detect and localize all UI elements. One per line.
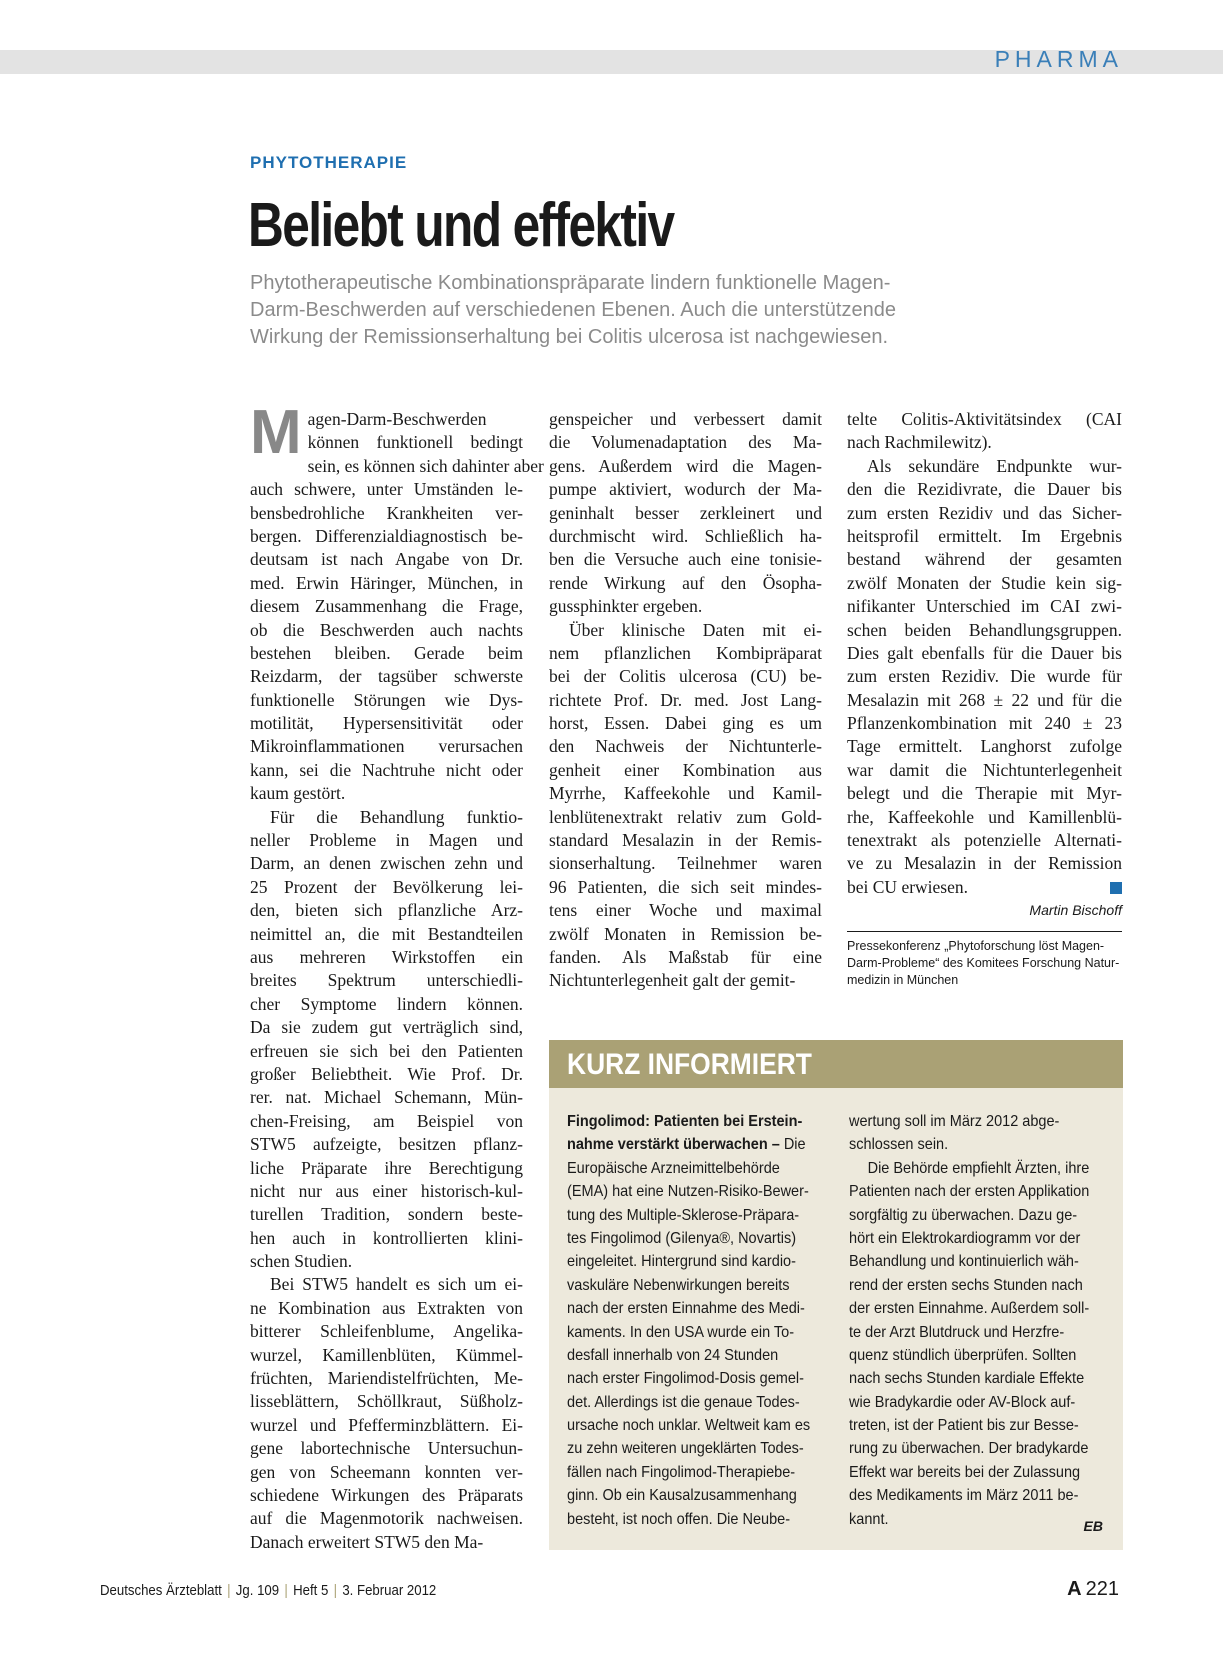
info-box-text-line: der ersten Einnahme. Außerdem soll- <box>849 1300 1090 1318</box>
article-text-line: med. Erwin Häringer, München, in <box>250 572 523 593</box>
article-text-line: turellen Tradition, sondern beste- <box>250 1204 523 1225</box>
info-box-text-line: sorgfältig zu überwachen. Dazu ge- <box>849 1206 1078 1224</box>
info-box-text-line: kannt. <box>849 1510 889 1528</box>
article-text-line: wurzel und Pfefferminzblättern. Ei- <box>250 1414 523 1435</box>
article-text-line: kaum gestört. <box>250 783 346 804</box>
article-text-line: schen Studien. <box>250 1251 353 1272</box>
info-box-text-line: wertung soll im März 2012 abge- <box>849 1113 1060 1130</box>
article-headline: Beliebt und effektiv <box>248 191 674 260</box>
journal-date: 3. Februar 2012 <box>342 1582 437 1599</box>
info-box-text-line: Effekt war bereits bei der Zulassung <box>849 1463 1081 1481</box>
article-text-line: bei der Colitis ulcerosa (CU) be- <box>549 666 822 687</box>
article-text-line: lisseblättern, Schöllkraut, Süßholz- <box>250 1391 523 1412</box>
info-box-text-line: zu zehn weiteren ungeklärten Todes- <box>567 1440 804 1458</box>
article-text-line: Dies galt ebenfalls für die Dauer bis <box>847 642 1122 663</box>
article-text-line: 96 Patienten, die sich seit mindes- <box>549 876 822 897</box>
article-text-line: Darm, an denen zwischen zehn und <box>250 853 523 874</box>
article-text-line <box>847 876 1122 899</box>
article-text-line: erfreuen sie sich bei den Patienten <box>250 1040 523 1061</box>
article-text-line: tens einer Woche und maximal <box>549 900 822 921</box>
info-box-text-line: det. Allerdings ist die genaue Todes- <box>567 1393 800 1411</box>
info-box-text-line: treten, ist der Patient bis zur Besse- <box>849 1417 1079 1435</box>
info-box-text-line: hört ein Elektrokardiogramm vor der <box>849 1229 1081 1247</box>
info-box-text-line: tes Fingolimod (Gilenya®, Novartis) <box>567 1229 797 1247</box>
info-box-text-line: (EMA) hat eine Nutzen-Risiko-Bewer- <box>567 1183 809 1201</box>
article-text-line: standard Mesalazin in der Remis- <box>549 830 822 851</box>
article-text-line: zwölf Monaten der Studie kein sig- <box>847 572 1122 593</box>
article-text-line: bergen. Differenzialdiagnostisch be- <box>250 525 523 546</box>
article-text-line: nifikanter Unterschied im CAI zwi- <box>847 596 1122 617</box>
article-text-line: lenblütenextrakt relativ zum Gold- <box>549 806 822 827</box>
article-text-line: sionserhaltung. Teilnehmer waren <box>549 853 822 874</box>
end-of-article-icon <box>1110 882 1122 894</box>
note-line: Darm-Probleme“ des Komitees Forschung Natur- <box>847 955 1120 970</box>
info-box-signature: EB <box>1083 1518 1103 1534</box>
article-text-line: pumpe aktiviert, wodurch der Ma- <box>549 479 822 500</box>
article-text-line: Myrrhe, Kaffeekohle und Kamil- <box>549 783 822 804</box>
article-text-line: ve zu Mesalazin in der Remission <box>847 853 1122 874</box>
info-box-text-line: quenz stündlich überprüfen. Sollten <box>849 1346 1077 1364</box>
article-text-line: den, bieten sich pflanzliche Arz- <box>250 900 523 921</box>
info-box-text-line: ginn. Ob ein Kausalzusammenhang <box>567 1487 797 1505</box>
article-text-line: geninhalt besser zerkleinert und <box>549 502 822 523</box>
article-text-line: deutsam ist nach Angabe von Dr. <box>250 549 523 570</box>
info-box-column-2-lines <box>849 1110 1095 1531</box>
article-column-2 <box>549 408 822 993</box>
article-text-line: wurzel, Kamillenblüten, Kümmel- <box>250 1344 523 1365</box>
article-text-line: schiedene Wirkungen des Präparats <box>250 1484 523 1505</box>
info-box-text-line: vaskuläre Nebenwirkungen bereits <box>567 1276 790 1294</box>
journal-volume: Jg. 109 <box>235 1582 280 1599</box>
info-box-text-line: wie Bradykardie oder AV-Block auf- <box>849 1393 1076 1411</box>
info-box-text-line: schlossen sein. <box>849 1136 949 1154</box>
article-text-line: cher Symptome lindern können. <box>250 993 523 1014</box>
article-text-line: auf die Magenmotorik nachweisen. <box>250 1508 523 1529</box>
article-text-line: nem pflanzlichen Kombipräparat <box>549 642 822 663</box>
lead-line: Phytotherapeutische Kombinationspräparate lindern funktionelle Magen- <box>250 272 891 294</box>
press-conference-note <box>847 931 1122 989</box>
article-text-line: ob die Beschwerden auch nachts <box>250 619 523 640</box>
article-author: Martin Bischoff <box>1029 902 1122 919</box>
info-box-text-line: eingeleitet. Hintergrund sind kardio- <box>567 1253 796 1271</box>
info-box-text-line: rung zu überwachen. Der bradykarde <box>849 1440 1089 1458</box>
article-text-line: motilität, Hypersensitivität oder <box>250 713 523 734</box>
journal-name: Deutsches Ärzteblatt <box>100 1582 222 1599</box>
article-text-line: auch schwere, unter Umständen le- <box>250 479 523 500</box>
article-kicker: PHYTOTHERAPIE <box>250 153 408 172</box>
article-text-line: agen-Darm-Beschwerden <box>307 409 487 429</box>
column-2-lines <box>549 408 822 993</box>
article-text-line: rende Wirkung auf den Ösopha- <box>549 572 822 593</box>
article-text-line: ne Kombination aus Extrakten von <box>250 1297 523 1318</box>
info-box-text-line: desfall innerhalb von 24 Stunden <box>567 1346 779 1364</box>
info-box-heading-end: nahme verstärkt überwachen – <box>567 1136 780 1154</box>
info-box-column-1-lines <box>567 1157 809 1531</box>
info-box-text-line: Behandlung und kontinuierlich wäh- <box>849 1253 1079 1271</box>
article-text-line: schen beiden Behandlungsgruppen. <box>847 619 1122 640</box>
article-text-line: rhe, Kaffeekohle und Kamillenblü- <box>847 806 1122 827</box>
article-text-line: neller Probleme in Magen und <box>250 830 523 851</box>
page-number <box>1067 1578 1119 1601</box>
info-box-column-2 <box>849 1110 1095 1531</box>
info-box-text-line: Europäische Arzneimittelbehörde <box>567 1159 780 1177</box>
article-text-line: genspeicher und verbessert damit <box>549 409 822 429</box>
info-box <box>549 1040 1123 1550</box>
info-box-text-line: nach sechs Stunden kardiale Effekte <box>849 1370 1085 1388</box>
article-text-line: breites Spektrum unterschiedli- <box>250 970 523 991</box>
article-text-line: tenextrakt als potenzielle Alternati- <box>847 830 1122 851</box>
article-text-line: STW5 aufzeigte, besitzen pflanz- <box>250 1134 523 1155</box>
page-number-value: 221 <box>1085 1578 1119 1600</box>
info-box-text-line: tung des Multiple-Sklerose-Präpara- <box>567 1206 800 1224</box>
article-text-line: früchten, Mariendistelfrüchten, Me- <box>250 1368 523 1389</box>
info-box-text-line: rend der ersten sechs Stunden nach <box>849 1276 1083 1294</box>
article-text-line: war damit die Nichtunterlegenheit <box>847 759 1122 780</box>
article-text-line: nach Rachmilewitz). <box>847 432 992 453</box>
article-text-line: Nichtunterlegenheit galt der gemit- <box>549 970 796 991</box>
info-box-title: KURZ INFORMIERT <box>567 1048 812 1081</box>
article-text-line: Reizdarm, der tagsüber schwerste <box>250 666 523 687</box>
info-box-text-line: ursache noch unklar. Weltweit kam es <box>567 1417 811 1435</box>
article-text-line: horst, Essen. Dabei ging es um <box>549 713 822 734</box>
article-text-line: genheit einer Kombination aus <box>549 759 822 780</box>
section-label: PHARMA <box>994 46 1123 72</box>
article-lead <box>250 270 1060 351</box>
article-text-line: telte Colitis-Aktivitätsindex (CAI <box>847 409 1122 429</box>
article-text-line: aus mehreren Wirkstoffen ein <box>250 946 523 967</box>
info-box-text-line: des Medikaments im März 2011 be- <box>849 1487 1079 1505</box>
info-box-text-line: Die Behörde empfiehlt Ärzten, ihre <box>867 1159 1090 1177</box>
article-text-line: hen auch in kontrollierten klini- <box>250 1227 523 1248</box>
info-box-text-line: fällen nach Fingolimod-Therapiebe- <box>567 1463 796 1481</box>
article-text-line: den die Rezidivrate, die Dauer bis <box>847 479 1122 500</box>
article-text-line: können funktionell bedingt <box>307 432 523 453</box>
info-box-header <box>549 1040 1123 1088</box>
article-text-line: zum ersten Rezidiv. Die wurde für <box>847 666 1122 687</box>
article-text-line: bitterer Schleifenblume, Angelika- <box>250 1321 523 1342</box>
article-text-line: durchmischt wird. Schließlich ha- <box>549 525 822 546</box>
article-text-line: fanden. Als Maßstab für eine <box>549 946 822 967</box>
article-text-line: rer. nat. Michael Schemann, Mün- <box>250 1087 523 1108</box>
article-text-line: zum ersten Rezidiv und das Sicher- <box>847 502 1122 523</box>
article-text-line: den Nachweis der Nichtunterle- <box>549 736 822 757</box>
article-text-line: sein, es können sich dahinter aber <box>307 455 544 476</box>
article-text-line: Über klinische Daten mit ei- <box>569 619 822 640</box>
article-last-words: bei CU erwiesen. <box>847 876 969 897</box>
article-text-line: 25 Prozent der Bevölkerung lei- <box>250 876 523 897</box>
article-text-line: Als sekundäre Endpunkte wur- <box>867 455 1122 476</box>
article-text-line: Mesalazin mit 268 ± 22 und für die <box>847 689 1122 710</box>
note-line: medizin in München <box>847 972 959 987</box>
article-text-line: gene labortechnische Untersuchun- <box>250 1438 523 1459</box>
article-text-line: Pflanzenkombination mit 240 ± 23 <box>847 713 1122 734</box>
article-text-line: liche Präparate ihre Berechtigung <box>250 1157 523 1178</box>
column-1-lines <box>250 398 544 1554</box>
article-text-line: nicht nur aus einer historisch-kul- <box>250 1180 523 1201</box>
info-box-text-line: te der Arzt Blutdruck und Herzfre- <box>849 1323 1065 1341</box>
article-text-line: Danach erweitert STW5 den Ma- <box>250 1531 484 1552</box>
article-text-line: heitsprofil ermittelt. Im Ergebnis <box>847 525 1122 546</box>
article-text-line: zwölf Monaten in Remission be- <box>549 923 822 944</box>
article-column-1 <box>250 398 544 1554</box>
article-text-line: funktionelle Störungen wie Dys- <box>250 689 523 710</box>
article-column-3 <box>847 408 1122 989</box>
article-text-line: diesem Zusammenhang die Frage, <box>250 596 523 617</box>
info-box-text-line: kaments. In den USA wurde ein To- <box>567 1323 795 1341</box>
article-text-line: Mikroinflammationen verursachen <box>250 736 523 757</box>
article-text-line: Für die Behandlung funktio- <box>270 806 523 827</box>
article-text-line: gussphinkter ergeben. <box>549 596 703 617</box>
article-text-line: Bei STW5 handelt es sich um ei- <box>270 1274 523 1295</box>
info-box-text-line: Patienten nach der ersten Applikation <box>849 1183 1090 1201</box>
lead-line: Wirkung der Remissionserhaltung bei Colitis ulcerosa ist nachgewiesen. <box>250 326 889 348</box>
column-3-lines <box>847 408 1122 899</box>
article-text-line: bensbedrohliche Krankheiten ver- <box>250 502 523 523</box>
article-text-line: bestand während der gesamten <box>847 549 1122 570</box>
journal-issue: Heft 5 <box>293 1582 329 1599</box>
info-box-text-line: nach der ersten Einnahme des Medi- <box>567 1300 805 1318</box>
article-text-line: großer Beliebtheit. Wie Prof. Dr. <box>250 1063 523 1084</box>
lead-line: Darm-Beschwerden auf verschiedenen Ebenen. Auch die unterstützende <box>250 299 896 321</box>
article-text-line: chen-Freising, am Beispiel von <box>250 1110 523 1131</box>
article-text-line: Tage ermittelt. Langhorst zufolge <box>847 736 1122 757</box>
page-footer: Deutsches Ärzteblatt | Jg. 109 | Heft 5 | 3. Februar 2012 <box>100 1582 437 1599</box>
drop-cap: M <box>250 398 302 467</box>
info-box-text-line: nach erster Fingolimod-Dosis gemel- <box>567 1370 804 1388</box>
info-box-text-line: besteht, ist noch offen. Die Neube- <box>567 1510 791 1528</box>
article-text-line: die Volumenadaptation des Ma- <box>549 432 822 453</box>
article-text-line: neimittel an, die mit Bestandteilen <box>250 923 523 944</box>
info-box-heading-line: Fingolimod: Patienten bei Erstein- <box>567 1113 803 1130</box>
article-text-line: Da sie zudem gut verträglich sind, <box>250 1017 523 1038</box>
article-text-line: kann, sei die Nachtruhe nicht oder <box>250 759 523 780</box>
page-prefix: A <box>1067 1578 1082 1600</box>
article-text-line: gens. Außerdem wird die Magen- <box>549 455 822 476</box>
info-box-heading-tail: Die <box>779 1136 806 1154</box>
article-text-line: richtete Prof. Dr. med. Jost Lang- <box>549 689 822 710</box>
info-box-heading-line <box>567 1133 809 1156</box>
article-text-line: bestehen bleiben. Gerade beim <box>250 642 523 663</box>
article-text-line: belegt und die Therapie mit Myr- <box>847 783 1122 804</box>
note-line: Pressekonferenz „Phytoforschung löst Magen- <box>847 938 1105 953</box>
article-text-line: gen von Scheemann konnten ver- <box>250 1461 523 1482</box>
article-text-line: ben die Versuche auch eine tonisie- <box>549 549 822 570</box>
info-box-column-1 <box>567 1110 809 1531</box>
